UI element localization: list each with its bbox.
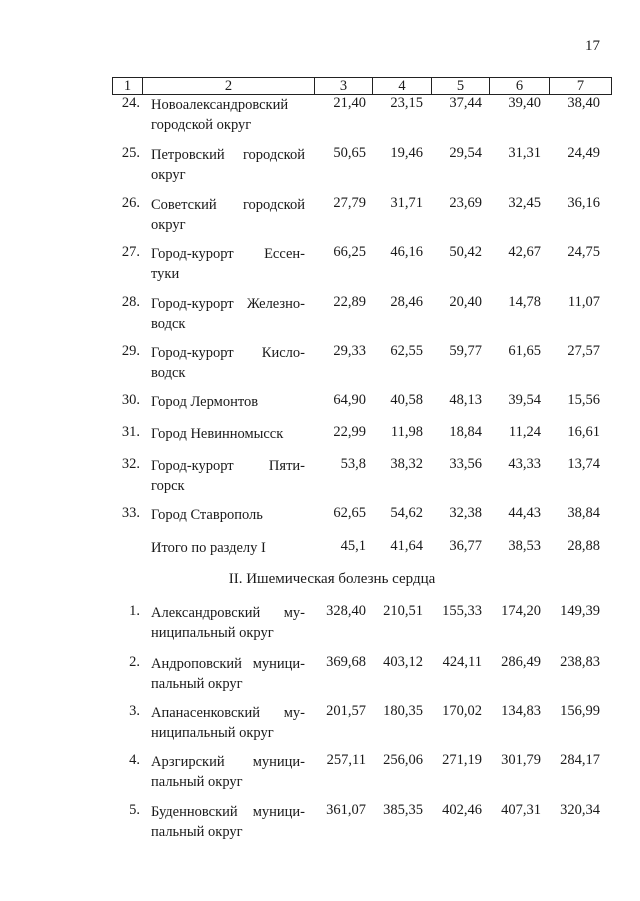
value-cell: 271,19	[442, 752, 482, 768]
value-cell: 11,07	[567, 294, 600, 310]
row-name-line: Город Лермонтов	[151, 394, 259, 410]
header-cell: 7	[576, 78, 585, 94]
value-cell: 385,35	[383, 802, 423, 818]
value-cell: 53,8	[340, 456, 366, 472]
value-cell: 36,16	[567, 195, 600, 211]
value-cell: 46,16	[390, 244, 423, 260]
row-number: 5.	[129, 802, 140, 818]
value-cell: 16,61	[567, 424, 600, 440]
value-cell: 28,46	[390, 294, 423, 310]
row-name-line: ниципальный округ	[151, 725, 274, 741]
row-name-line: округ	[151, 167, 186, 183]
value-cell: 54,62	[390, 505, 423, 521]
value-cell: 38,53	[508, 538, 541, 554]
value-cell: 50,42	[449, 244, 482, 260]
value-cell: 44,43	[508, 505, 541, 521]
value-cell: 23,15	[390, 95, 423, 111]
row-name	[151, 752, 305, 792]
row-number: 24.	[121, 95, 140, 111]
value-cell: 403,12	[383, 654, 423, 670]
value-cell: 31,71	[390, 195, 423, 211]
row-name	[151, 244, 305, 284]
value-cell: 156,99	[560, 703, 600, 719]
row-name-line: водск	[151, 365, 186, 381]
value-cell: 62,55	[390, 343, 423, 359]
row-number: 28.	[121, 294, 140, 310]
value-cell: 24,75	[567, 244, 600, 260]
value-cell: 22,99	[333, 424, 366, 440]
section-2-title: II. Ишемическая болезнь сердца	[228, 571, 436, 587]
value-cell: 29,54	[449, 145, 482, 161]
row-name-line: туки	[151, 266, 180, 282]
row-number: 29.	[121, 343, 140, 359]
value-cell: 328,40	[326, 603, 366, 619]
header-cell: 6	[490, 78, 550, 94]
value-cell: 20,40	[449, 294, 482, 310]
page-number: 17	[585, 38, 600, 54]
row-name-line: Апанасенковский му-	[151, 705, 305, 721]
value-cell: 13,74	[567, 456, 600, 472]
row-number: 25.	[121, 145, 140, 161]
row-name-line: городской округ	[151, 117, 252, 133]
row-number: 3.	[129, 703, 140, 719]
header-cell: 2	[143, 78, 315, 94]
value-cell: 174,20	[501, 603, 541, 619]
row-name	[151, 654, 305, 694]
value-cell: 284,17	[560, 752, 600, 768]
value-cell: 257,11	[326, 752, 366, 768]
row-name-line: Город Невинномысск	[151, 426, 284, 442]
row-name	[151, 456, 305, 496]
row-name-line: Итого по разделу I	[151, 540, 266, 556]
value-cell: 23,69	[449, 195, 482, 211]
value-cell: 39,40	[508, 95, 541, 111]
value-cell: 38,84	[567, 505, 600, 521]
value-cell: 43,33	[508, 456, 541, 472]
row-name-line: Андроповский муници-	[151, 656, 305, 672]
value-cell: 11,24	[508, 424, 541, 440]
value-cell: 134,83	[501, 703, 541, 719]
value-cell: 31,31	[508, 145, 541, 161]
value-cell: 369,68	[326, 654, 366, 670]
row-number: 33.	[121, 505, 140, 521]
row-name	[151, 703, 305, 743]
row-name-line: пальный округ	[151, 824, 243, 840]
value-cell: 29,33	[333, 343, 366, 359]
value-cell: 50,65	[333, 145, 366, 161]
value-cell: 61,65	[508, 343, 541, 359]
row-name-line: Арзгирский муници-	[151, 754, 305, 770]
value-cell: 256,06	[383, 752, 423, 768]
row-number: 27.	[121, 244, 140, 260]
value-cell: 320,34	[560, 802, 600, 818]
value-cell: 286,49	[501, 654, 541, 670]
value-cell: 32,38	[449, 505, 482, 521]
value-cell: 15,56	[567, 392, 600, 408]
row-name-line: Город Ставрополь	[151, 507, 263, 523]
value-cell: 18,84	[449, 424, 482, 440]
value-cell: 62,65	[333, 505, 366, 521]
row-name	[151, 392, 305, 412]
value-cell: 28,88	[567, 538, 600, 554]
header-cell: 3	[315, 78, 373, 94]
value-cell: 38,40	[567, 95, 600, 111]
value-cell: 40,58	[390, 392, 423, 408]
value-cell: 64,90	[333, 392, 366, 408]
value-cell: 14,78	[508, 294, 541, 310]
row-name-line: округ	[151, 217, 186, 233]
row-name-line: Александровский му-	[151, 605, 305, 621]
row-name-line: Буденновский муници-	[151, 804, 305, 820]
row-name-line: Новоалександровский	[151, 97, 289, 113]
row-name-line: пальный округ	[151, 774, 243, 790]
value-cell: 180,35	[383, 703, 423, 719]
row-name	[151, 195, 305, 235]
value-cell: 301,79	[501, 752, 541, 768]
header-cell: 5	[432, 78, 490, 94]
row-name	[151, 145, 305, 185]
value-cell: 155,33	[442, 603, 482, 619]
value-cell: 37,44	[449, 95, 482, 111]
header-cell: 4	[373, 78, 432, 94]
row-name-line: Советский городской	[151, 197, 305, 213]
row-name-line: Петровский городской	[151, 147, 305, 163]
value-cell: 42,67	[508, 244, 541, 260]
value-cell: 38,32	[390, 456, 423, 472]
value-cell: 59,77	[449, 343, 482, 359]
value-cell: 361,07	[326, 802, 366, 818]
row-name	[151, 424, 305, 444]
value-cell: 45,1	[340, 538, 366, 554]
value-cell: 21,40	[333, 95, 366, 111]
value-cell: 170,02	[442, 703, 482, 719]
row-name-line: Город-курорт Кисло-	[151, 345, 305, 361]
row-number: 1.	[129, 603, 140, 619]
value-cell: 407,31	[501, 802, 541, 818]
row-number: 31.	[121, 424, 140, 440]
value-cell: 238,83	[560, 654, 600, 670]
row-name	[151, 603, 305, 643]
value-cell: 36,77	[449, 538, 482, 554]
value-cell: 19,46	[390, 145, 423, 161]
value-cell: 41,64	[390, 538, 423, 554]
value-cell: 402,46	[442, 802, 482, 818]
row-name	[151, 505, 305, 525]
value-cell: 66,25	[333, 244, 366, 260]
table-header	[112, 77, 612, 95]
row-name	[151, 294, 305, 334]
value-cell: 39,54	[508, 392, 541, 408]
row-name-line: Город-курорт Пяти-	[151, 458, 305, 474]
row-number: 2.	[129, 654, 140, 670]
value-cell: 32,45	[508, 195, 541, 211]
value-cell: 27,57	[567, 343, 600, 359]
row-number: 32.	[121, 456, 140, 472]
row-name-line: водск	[151, 316, 186, 332]
row-name-line: горск	[151, 478, 185, 494]
row-name	[151, 802, 305, 842]
value-cell: 424,11	[442, 654, 482, 670]
row-number: 26.	[121, 195, 140, 211]
value-cell: 11,98	[390, 424, 423, 440]
row-name	[151, 538, 305, 558]
value-cell: 24,49	[567, 145, 600, 161]
row-number: 4.	[129, 752, 140, 768]
value-cell: 22,89	[333, 294, 366, 310]
value-cell: 27,79	[333, 195, 366, 211]
row-name-line: Город-курорт Ессен-	[151, 246, 305, 262]
value-cell: 210,51	[383, 603, 423, 619]
row-name-line: ниципальный округ	[151, 625, 274, 641]
value-cell: 201,57	[326, 703, 366, 719]
row-number: 30.	[121, 392, 140, 408]
value-cell: 33,56	[449, 456, 482, 472]
value-cell: 48,13	[449, 392, 482, 408]
row-name	[151, 343, 305, 383]
header-cell: 1	[113, 78, 143, 94]
row-name	[151, 95, 305, 135]
row-name-line: Город-курорт Железно-	[151, 296, 305, 312]
row-name-line: пальный округ	[151, 676, 243, 692]
value-cell: 149,39	[560, 603, 600, 619]
